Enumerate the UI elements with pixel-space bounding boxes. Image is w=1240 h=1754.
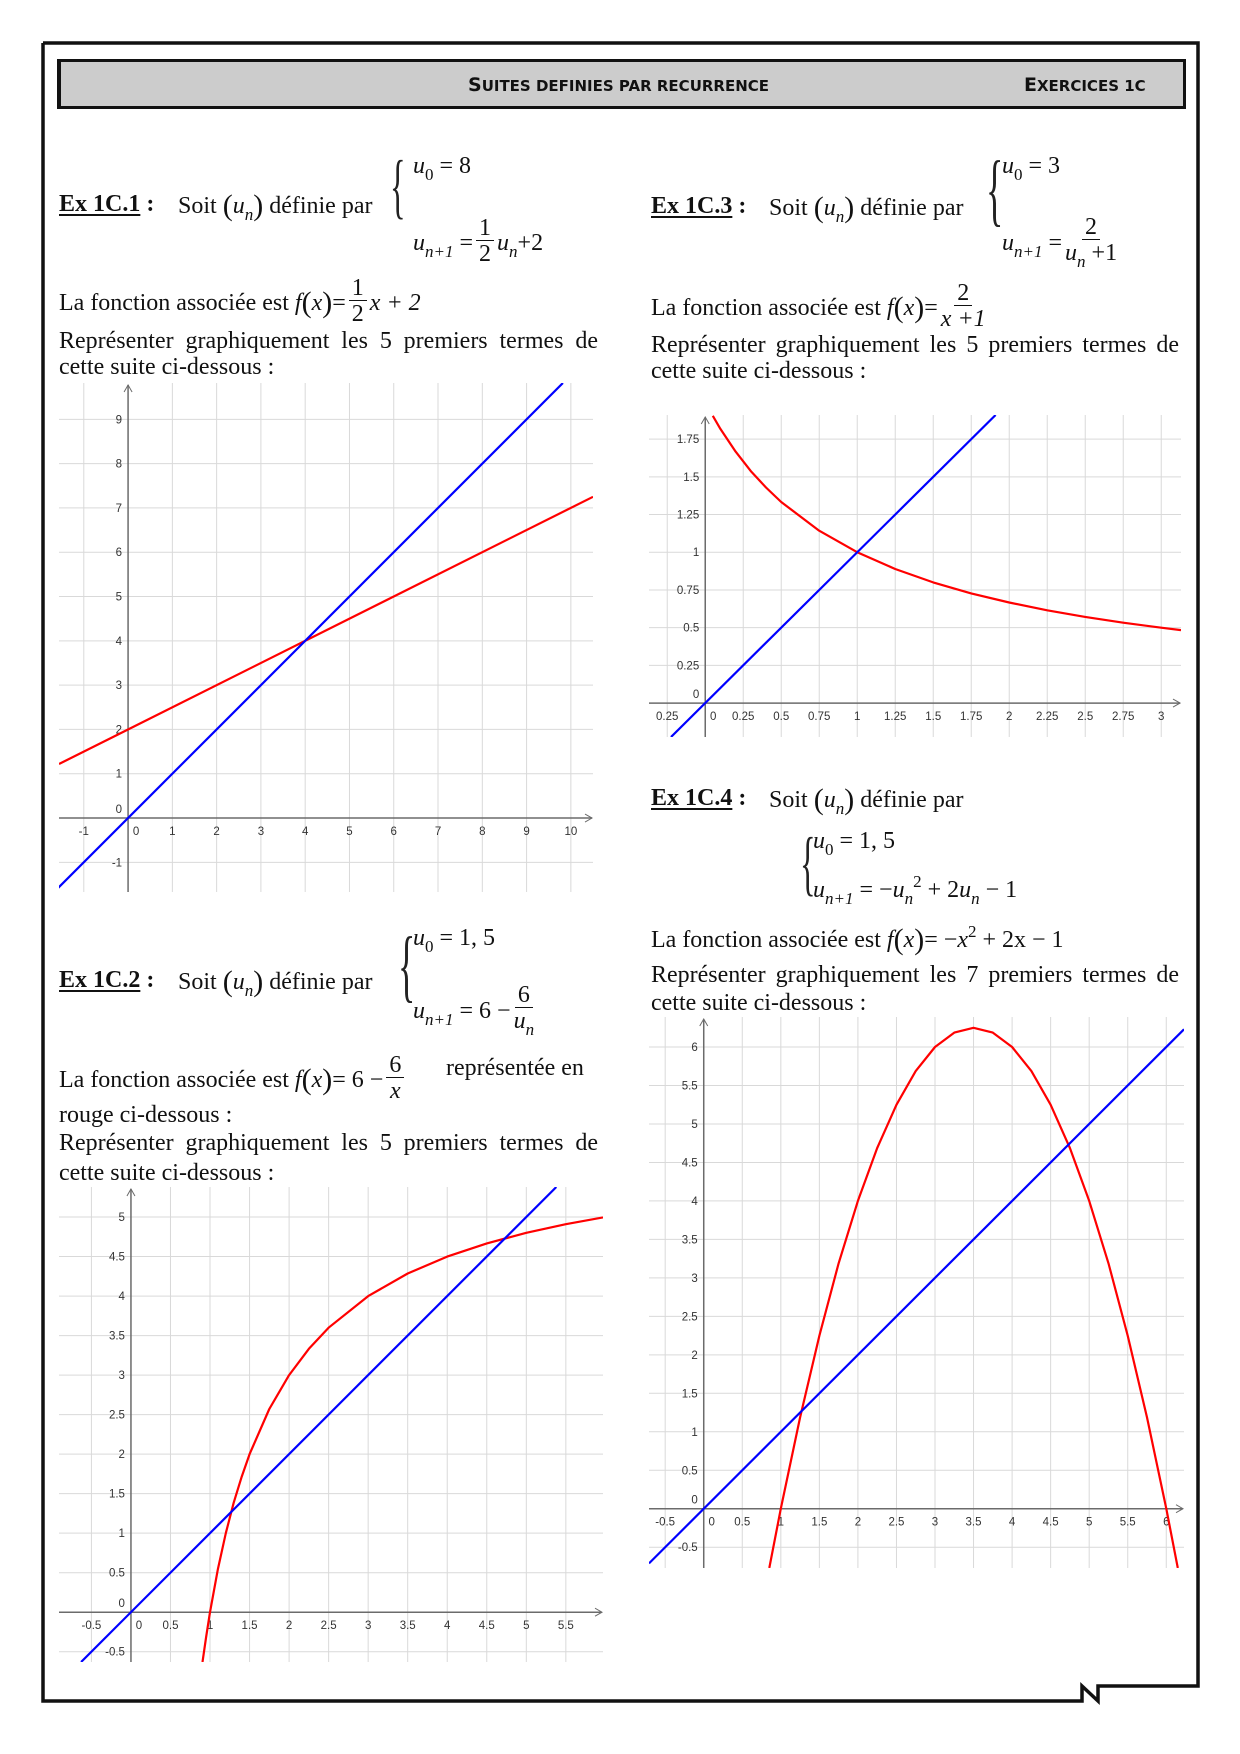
sub: 0 xyxy=(1014,165,1023,184)
equals: = 6 − xyxy=(459,998,511,1025)
axes xyxy=(59,385,592,892)
svg-text:2: 2 xyxy=(854,1516,862,1529)
function-curve xyxy=(203,1217,604,1662)
exercise-label: Ex 1C.2 xyxy=(59,967,141,993)
sub: n xyxy=(904,889,914,908)
system-brace: { xyxy=(398,922,416,1010)
equals: = 6 − xyxy=(332,1067,384,1094)
svg-text:-1: -1 xyxy=(78,826,89,839)
denominator: 2 xyxy=(351,301,364,327)
f: f xyxy=(294,1067,302,1094)
section-initial: E xyxy=(1024,74,1037,96)
chart-exercise-1 xyxy=(59,383,593,892)
svg-text:2: 2 xyxy=(691,1349,698,1362)
svg-text:1: 1 xyxy=(115,768,123,781)
recurrence-relation xyxy=(413,982,537,1039)
svg-text:1: 1 xyxy=(206,1620,214,1633)
svg-text:0: 0 xyxy=(710,711,717,724)
exercise-label: Ex 1C.4 xyxy=(651,785,733,811)
exponent: 2 xyxy=(967,922,977,941)
function-text: La fonction associée est xyxy=(651,295,881,322)
svg-text:1: 1 xyxy=(118,1528,125,1541)
svg-text:5: 5 xyxy=(523,1620,530,1633)
svg-text:0: 0 xyxy=(135,1620,143,1633)
exercise-label: Ex 1C.1 xyxy=(59,191,141,217)
denominator: 2 xyxy=(479,241,492,267)
svg-text:5: 5 xyxy=(118,1212,125,1225)
svg-text:1.5: 1.5 xyxy=(683,471,700,484)
svg-text:3: 3 xyxy=(257,826,265,839)
equals: = − xyxy=(924,927,958,953)
equals: = − xyxy=(859,877,893,903)
initial-term xyxy=(813,828,896,859)
instruction-line-2: cette suite ci-dessous : xyxy=(59,354,275,380)
svg-text:5.5: 5.5 xyxy=(1119,1516,1136,1529)
svg-text:0.25: 0.25 xyxy=(676,660,700,673)
numerator: 1 xyxy=(349,276,367,301)
svg-text:2: 2 xyxy=(115,724,123,737)
section-rest: XERCICES 1C xyxy=(1036,77,1146,95)
function-caption-line-2: rouge ci-dessous : xyxy=(59,1102,233,1128)
function-caption: représentée en xyxy=(446,1055,584,1081)
intro-text: Soit xyxy=(178,193,217,219)
tail: + 2x − 1 xyxy=(976,927,1064,953)
seq-var: u xyxy=(232,193,245,219)
svg-text:1: 1 xyxy=(169,826,176,839)
sub: n xyxy=(509,242,518,262)
title-initial: S xyxy=(468,74,482,96)
identity-line xyxy=(81,1187,556,1662)
svg-text:0: 0 xyxy=(708,1516,715,1529)
exercise-2-intro: Soit $(u_n)$ définie par xyxy=(178,965,373,1000)
tick-labels xyxy=(656,434,1164,723)
svg-text:7: 7 xyxy=(434,826,442,839)
svg-text:0.25: 0.25 xyxy=(732,711,755,724)
svg-text:1.5: 1.5 xyxy=(681,1388,698,1401)
grid xyxy=(649,1017,1184,1568)
function-text: La fonction associée est xyxy=(59,290,289,317)
exercise-4-intro: Soit $(u_n)$ définie par xyxy=(769,783,964,818)
svg-text:0.5: 0.5 xyxy=(681,1465,698,1478)
svg-text:3: 3 xyxy=(115,680,123,693)
var: u xyxy=(959,877,972,903)
svg-text:4: 4 xyxy=(115,635,123,648)
numerator: 6 xyxy=(386,1053,404,1078)
svg-text:1: 1 xyxy=(691,1426,698,1439)
defined-by-text: définie par xyxy=(860,195,964,221)
associated-function: La fonction associée est f(x)= 6 − $\frac{6}{x}$ xyxy=(59,1056,407,1107)
seq-var: u xyxy=(232,969,245,995)
instruction-line-1: Représenter graphiquement les 5 premiers termes de xyxy=(651,332,1179,358)
svg-text:6: 6 xyxy=(691,1042,698,1055)
sub: 0 xyxy=(425,937,434,956)
var: u xyxy=(1002,153,1014,179)
exercise-3-intro: Soit $(u_n)$ définie par xyxy=(769,191,964,226)
intro-text: Soit xyxy=(769,787,808,813)
initial-term xyxy=(413,925,496,956)
defined-by-text: définie par xyxy=(269,969,373,995)
series xyxy=(671,415,1181,737)
svg-text:2: 2 xyxy=(285,1620,293,1633)
equals: = xyxy=(459,230,474,257)
svg-text:2.5: 2.5 xyxy=(888,1516,905,1529)
exercise-2-heading xyxy=(59,968,154,992)
svg-text:3.5: 3.5 xyxy=(108,1330,125,1343)
svg-text:4.5: 4.5 xyxy=(681,1157,698,1170)
denominator: x +1 xyxy=(940,306,986,332)
svg-text:2: 2 xyxy=(213,826,220,839)
var: u xyxy=(413,998,425,1025)
svg-text:2.75: 2.75 xyxy=(1112,711,1135,724)
defined-by-text: définie par xyxy=(860,787,964,813)
chart-exercise-3 xyxy=(649,415,1181,737)
svg-text:5: 5 xyxy=(691,1118,698,1131)
svg-text:10: 10 xyxy=(564,826,578,839)
svg-text:0.75: 0.75 xyxy=(808,711,831,724)
fraction xyxy=(513,982,535,1039)
numerator: 6 xyxy=(515,983,533,1008)
svg-text:1.5: 1.5 xyxy=(108,1488,125,1501)
svg-text:0.75: 0.75 xyxy=(676,584,700,597)
instruction-line-2: cette suite ci-dessous : xyxy=(59,1160,275,1186)
svg-text:3: 3 xyxy=(1158,711,1165,724)
var: u xyxy=(413,230,425,257)
sub: n xyxy=(971,889,980,908)
svg-text:3: 3 xyxy=(691,1272,698,1285)
sub: n+1 xyxy=(425,242,454,262)
var: u xyxy=(413,925,425,951)
seq-sub: n xyxy=(835,207,845,226)
svg-text:2: 2 xyxy=(118,1449,125,1462)
exercise-1-heading xyxy=(59,192,154,216)
seq-var: u xyxy=(823,195,836,221)
svg-text:3: 3 xyxy=(931,1516,939,1529)
minus-one: − 1 xyxy=(979,877,1018,903)
svg-text:2: 2 xyxy=(1006,711,1013,724)
f: f xyxy=(294,290,302,317)
var: u xyxy=(1065,240,1078,266)
document-title xyxy=(468,74,769,96)
initial-term xyxy=(1002,153,1061,184)
svg-text:6: 6 xyxy=(115,547,123,560)
var: u xyxy=(513,1008,526,1034)
instruction-line-2: cette suite ci-dessous : xyxy=(651,990,867,1016)
svg-text:-0.5: -0.5 xyxy=(105,1646,125,1659)
value: = 3 xyxy=(1028,153,1061,179)
svg-text:9: 9 xyxy=(523,826,530,839)
colon: : xyxy=(732,785,747,811)
fraction xyxy=(386,1053,404,1104)
axes xyxy=(59,1189,602,1662)
arg: x xyxy=(903,295,915,322)
x: x xyxy=(957,927,968,953)
sub: 0 xyxy=(425,165,434,184)
svg-text:-0.5: -0.5 xyxy=(677,1542,698,1555)
initial-term xyxy=(413,153,472,184)
chart-exercise-2 xyxy=(59,1187,603,1662)
svg-text:1: 1 xyxy=(692,547,700,560)
svg-text:1.5: 1.5 xyxy=(241,1620,258,1633)
numerator: 1 xyxy=(476,216,494,241)
tail: +2 xyxy=(517,230,544,257)
tail: x + 2 xyxy=(369,290,421,317)
svg-text:-1: -1 xyxy=(111,857,123,870)
svg-text:7: 7 xyxy=(115,502,123,515)
colon: : xyxy=(140,191,155,217)
svg-text:4: 4 xyxy=(118,1291,125,1304)
sub: n xyxy=(1077,252,1086,271)
var: u xyxy=(497,230,510,257)
exercise-label: Ex 1C.3 xyxy=(651,193,733,219)
arg: x xyxy=(311,1067,323,1094)
svg-text:5: 5 xyxy=(346,826,353,839)
title-rest: UITES DEFINIES PAR RECURRENCE xyxy=(481,77,770,95)
svg-text:3: 3 xyxy=(118,1370,125,1383)
svg-text:6: 6 xyxy=(1163,1516,1170,1529)
chart-exercise-4 xyxy=(649,1017,1184,1568)
instruction-line-1: Représenter graphiquement les 5 premiers termes de xyxy=(59,1130,598,1156)
value: = 1, 5 xyxy=(439,925,496,951)
svg-text:0.5: 0.5 xyxy=(773,711,790,724)
svg-text:4: 4 xyxy=(444,1620,451,1633)
system-brace: { xyxy=(800,823,816,903)
svg-text:1.75: 1.75 xyxy=(676,434,700,447)
instruction-line-1: Représenter graphiquement les 7 premiers termes de xyxy=(651,962,1179,988)
system-brace: { xyxy=(986,146,1004,234)
svg-text:2.5: 2.5 xyxy=(320,1620,337,1633)
svg-text:9: 9 xyxy=(115,414,123,427)
paren-close: ) xyxy=(253,189,264,222)
svg-text:4.5: 4.5 xyxy=(478,1620,495,1633)
value: = 1, 5 xyxy=(839,828,896,854)
exercise-1-intro xyxy=(178,189,373,224)
f: f xyxy=(886,927,894,953)
associated-function: La fonction associée est f(x)= $\frac{2}{x +1}$ xyxy=(651,280,986,332)
svg-text:0.5: 0.5 xyxy=(162,1620,179,1633)
sub: n xyxy=(525,1020,535,1039)
svg-text:6: 6 xyxy=(390,826,397,839)
intro-text: Soit xyxy=(178,969,217,995)
series xyxy=(649,1028,1184,1568)
svg-text:1: 1 xyxy=(777,1516,785,1529)
instruction-line-2: cette suite ci-dessous : xyxy=(651,358,867,384)
sub: n+1 xyxy=(825,889,854,908)
seq-sub: n xyxy=(244,981,254,1000)
seq-sub: n xyxy=(835,799,845,818)
svg-text:4: 4 xyxy=(1008,1516,1016,1529)
svg-text:1.25: 1.25 xyxy=(884,711,907,724)
series xyxy=(59,383,593,892)
grid xyxy=(59,1187,603,1662)
seq-var: u xyxy=(823,787,836,813)
svg-text:-0.5: -0.5 xyxy=(655,1516,676,1529)
sub: n+1 xyxy=(1014,242,1043,262)
defined-by-text: définie par xyxy=(269,193,373,219)
recurrence-relation xyxy=(813,872,1018,908)
var: u xyxy=(813,828,825,854)
var: u xyxy=(892,877,905,903)
svg-text:3.5: 3.5 xyxy=(399,1620,416,1633)
function-text: La fonction associée est xyxy=(59,1067,289,1094)
fraction xyxy=(941,281,986,332)
svg-text:4: 4 xyxy=(691,1195,698,1208)
tick-labels xyxy=(655,1042,1169,1554)
fraction xyxy=(1065,214,1118,271)
axes xyxy=(649,417,1180,737)
svg-text:1.5: 1.5 xyxy=(811,1516,828,1529)
recurrence-relation xyxy=(413,215,544,270)
tail: +1 xyxy=(1085,240,1118,266)
denominator: x xyxy=(390,1078,401,1104)
grid xyxy=(59,383,593,892)
fraction xyxy=(349,276,367,327)
fraction xyxy=(476,216,494,267)
value: = 8 xyxy=(439,153,472,179)
exponent: 2 xyxy=(913,872,922,891)
axes xyxy=(649,1019,1183,1568)
seq-sub: n xyxy=(244,205,254,224)
svg-text:4.5: 4.5 xyxy=(1042,1516,1059,1529)
svg-text:-0.5: -0.5 xyxy=(81,1620,102,1633)
arg: x xyxy=(903,927,915,953)
associated-function: La fonction associée est $f(x)= -x^2 + 2x - 1$ xyxy=(651,922,1064,956)
svg-text:0.5: 0.5 xyxy=(734,1516,751,1529)
svg-text:0: 0 xyxy=(115,804,123,817)
var: u xyxy=(1002,230,1014,257)
svg-text:0: 0 xyxy=(132,826,140,839)
numerator: 2 xyxy=(1082,215,1100,240)
svg-text:5.5: 5.5 xyxy=(557,1620,574,1633)
identity-line xyxy=(649,1029,1184,1563)
svg-text:5: 5 xyxy=(1085,1516,1093,1529)
var: u xyxy=(813,877,825,903)
tick-labels xyxy=(82,1212,574,1659)
svg-text:0: 0 xyxy=(691,1494,698,1507)
exercise-3-heading xyxy=(651,194,746,218)
tick-labels xyxy=(79,414,578,869)
svg-text:3: 3 xyxy=(364,1620,372,1633)
svg-text:3.5: 3.5 xyxy=(681,1234,698,1247)
arg: x xyxy=(311,290,323,317)
system-brace: { xyxy=(390,146,406,226)
paren-open: ( xyxy=(222,189,233,222)
sub: 0 xyxy=(825,840,834,859)
equals: = xyxy=(1048,230,1063,257)
numerator: 2 xyxy=(954,281,972,306)
svg-text:4.5: 4.5 xyxy=(108,1251,125,1264)
svg-text:1: 1 xyxy=(854,711,861,724)
svg-text:8: 8 xyxy=(115,458,123,471)
colon: : xyxy=(140,967,155,993)
svg-text:0.25: 0.25 xyxy=(656,711,679,724)
series xyxy=(81,1187,603,1662)
svg-text:3.5: 3.5 xyxy=(965,1516,982,1529)
identity-line xyxy=(671,415,996,737)
svg-text:2.25: 2.25 xyxy=(1036,711,1059,724)
svg-text:4: 4 xyxy=(301,826,309,839)
function-text: La fonction associée est xyxy=(651,927,881,953)
f: f xyxy=(886,295,894,322)
instruction-line-1: Représenter graphiquement les 5 premiers termes de xyxy=(59,328,598,354)
recurrence-relation xyxy=(1002,214,1120,271)
svg-text:2.5: 2.5 xyxy=(1077,711,1094,724)
sub: n+1 xyxy=(425,1010,454,1030)
section-label xyxy=(1024,74,1146,96)
svg-text:1.25: 1.25 xyxy=(676,509,700,522)
svg-text:0: 0 xyxy=(692,689,700,702)
function-curve xyxy=(59,497,593,764)
equals: = xyxy=(332,290,346,317)
svg-text:0.5: 0.5 xyxy=(683,622,700,635)
svg-text:5: 5 xyxy=(115,591,123,604)
plus-two: + 2 xyxy=(921,877,960,903)
svg-text:8: 8 xyxy=(479,826,486,839)
svg-text:1.75: 1.75 xyxy=(960,711,983,724)
associated-function: La fonction associée est f(x)= $\frac{1}{2}$ x + 2 xyxy=(59,275,421,327)
svg-text:2.5: 2.5 xyxy=(681,1311,698,1324)
colon: : xyxy=(732,193,747,219)
svg-text:1.5: 1.5 xyxy=(925,711,942,724)
exercise-4-heading xyxy=(651,786,746,810)
svg-text:5.5: 5.5 xyxy=(681,1080,698,1093)
intro-text: Soit xyxy=(769,195,808,221)
svg-text:0.5: 0.5 xyxy=(108,1567,125,1580)
equals: = xyxy=(924,295,938,322)
function-curve xyxy=(713,416,1181,630)
var: u xyxy=(413,153,425,179)
svg-text:0: 0 xyxy=(118,1598,125,1611)
svg-text:2.5: 2.5 xyxy=(108,1409,125,1422)
